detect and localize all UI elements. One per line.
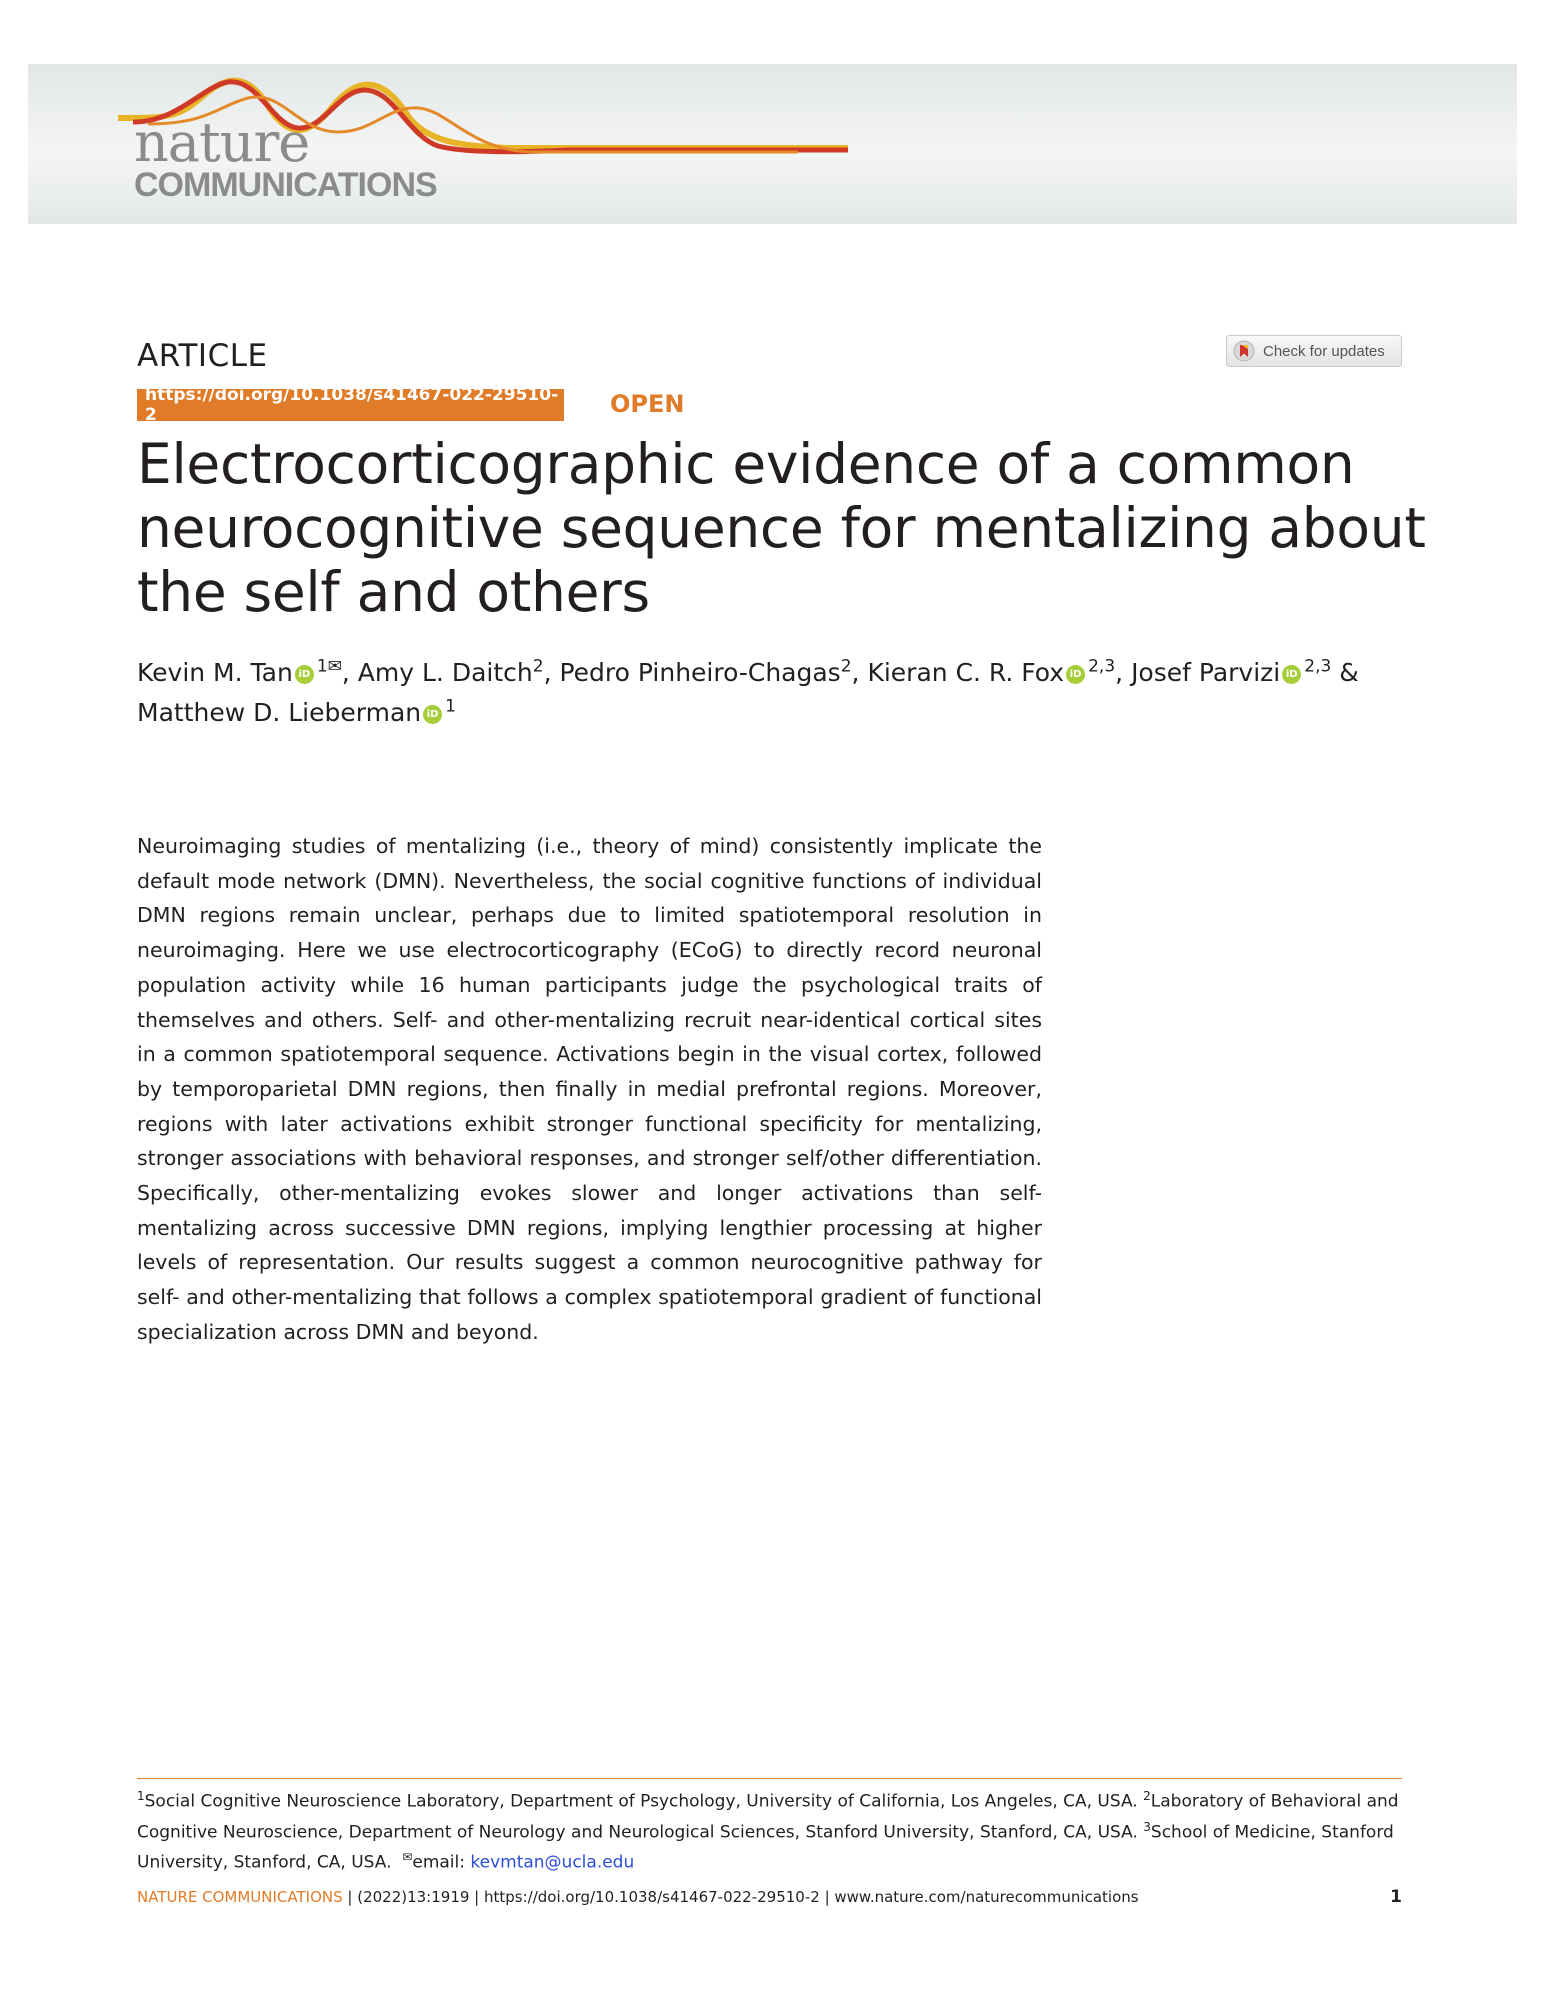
check-for-updates-button[interactable]	[1226, 335, 1402, 367]
open-access-label: OPEN	[610, 390, 685, 418]
author-affiliation-marker: 1	[445, 696, 456, 717]
email-label: email:	[412, 1852, 471, 1873]
author-separator: &	[1331, 658, 1359, 687]
affiliation-1: Social Cognitive Neuroscience Laboratory, Department of Psychology, University of California, Los Angeles, CA, USA.	[144, 1791, 1138, 1812]
affiliation-3-number: 3	[1143, 1819, 1151, 1834]
author-name: Matthew D. Lieberman	[137, 698, 422, 727]
doi-link[interactable]: https://doi.org/10.1038/s41467-022-29510-2	[137, 389, 564, 421]
author-affiliation-marker: 1✉	[316, 656, 342, 677]
author-separator: ,	[543, 658, 560, 687]
affiliation-divider	[137, 1778, 1402, 1779]
orcid-icon[interactable]: iD	[1066, 665, 1085, 684]
author-name: Amy L. Daitch	[357, 658, 533, 687]
author-separator: ,	[1115, 658, 1132, 687]
affiliations	[137, 1784, 1402, 1876]
page-footer	[137, 1887, 1402, 1907]
check-for-updates-label: Check for updates	[1263, 342, 1385, 360]
author-name: Kieran C. R. Fox	[867, 658, 1065, 687]
article-type-label: ARTICLE	[137, 338, 268, 374]
author-name: Pedro Pinheiro-Chagas	[559, 658, 841, 687]
affiliation-1-number: 1	[137, 1789, 145, 1803]
author-separator: ,	[341, 658, 358, 687]
logo-communications-text: COMMUNICATIONS	[134, 166, 437, 204]
affiliation-2: Laboratory of Behavioral and Cognitive Neuroscience, Department of Neurology and Neurological Sciences, Stanford University, Stanford, CA, USA.	[137, 1791, 1399, 1843]
article-title: Electrocorticographic evidence of a common neurocognitive sequence for mentalizing about the self and others	[137, 432, 1426, 624]
author-affiliation-marker: 2,3	[1088, 656, 1116, 677]
author-affiliation-marker: 2	[532, 656, 544, 677]
envelope-icon: ✉	[402, 1850, 413, 1865]
footer-citation-line	[137, 1888, 1139, 1906]
logo-nature-text: nature	[134, 111, 310, 174]
abstract: Neuroimaging studies of mentalizing (i.e., theory of mind) consistently implicate the default mode network (DMN). Nevertheless, the social cognitive functions of individual DMN regions remain unclear, perhaps due to limited spatiotemporal resolution in neuroimaging. Here we use electrocorticography (ECoG) to directly record neuronal population activity while 16 human participants judge the psychological traits of themselves and others. Self- and other-mentalizing recruit near-identical cortical sites in a common spatiotemporal sequence. Activations begin in the visual cortex, followed by temporoparietal DMN regions, then finally in medial prefrontal regions. Moreover, regions with later activations exhibit stronger functional specificity for mentalizing, stronger associations with behavioral responses, and stronger self/other differentiation. Specifically, other-mentalizing evokes slower and longer activations than self-mentalizing across successive DMN regions, implying lengthier processing at higher levels of representation. Our results suggest a common neurocognitive pathway for self- and other-mentalizing that follows a complex spatiotemporal gradient of functional specialization across DMN and beyond.	[137, 834, 1042, 1344]
affiliation-2-number: 2	[1143, 1789, 1151, 1803]
orcid-icon[interactable]: iD	[1282, 665, 1301, 684]
author-list	[137, 653, 1417, 733]
author-name: Kevin M. Tan	[137, 658, 293, 687]
email-link[interactable]: kevmtan@ucla.edu	[470, 1852, 635, 1873]
author-affiliation-marker: 2,3	[1304, 656, 1332, 677]
journal-banner	[28, 64, 1517, 224]
author-separator: ,	[851, 658, 868, 687]
page-number: 1	[1390, 1887, 1402, 1907]
footer-citation: | (2022)13:1919 | https://doi.org/10.1038/s41467-022-29510-2 | www.nature.com/naturecommunications	[342, 1888, 1139, 1906]
author-name: Josef Parvizi	[1131, 658, 1281, 687]
check-updates-icon	[1233, 340, 1255, 362]
affiliation-3: School of Medicine, Stanford University, Stanford, CA, USA.	[137, 1822, 1394, 1873]
orcid-icon[interactable]: iD	[423, 705, 442, 724]
orcid-icon[interactable]: iD	[295, 665, 314, 684]
author-affiliation-marker: 2	[840, 656, 852, 677]
footer-journal: NATURE COMMUNICATIONS	[137, 1888, 343, 1906]
